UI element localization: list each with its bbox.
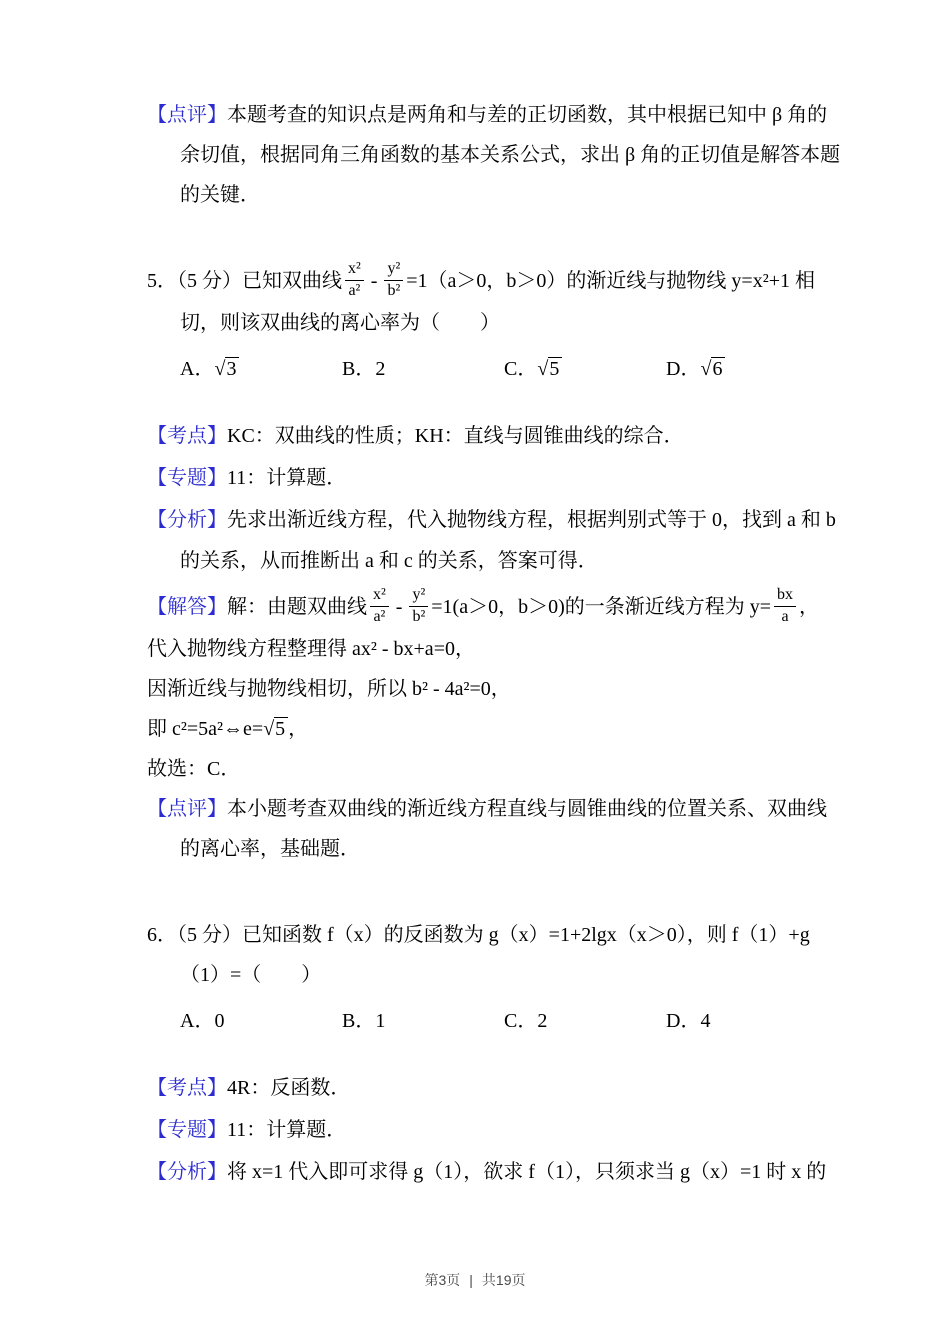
radical-sign: √ bbox=[537, 357, 549, 380]
q5-fenxi-line1 bbox=[147, 499, 836, 541]
text-run: 将 x=1 代入即可求得 g（1），欲求 f（1），只须求当 g（x）=1 时 x 的 bbox=[227, 1160, 827, 1183]
option-label: A． bbox=[180, 357, 215, 380]
sqrt-expression bbox=[214, 349, 239, 389]
q4-comment-line3 bbox=[180, 175, 825, 215]
option-a bbox=[180, 1001, 342, 1041]
text-run: 余切值，根据同角三角函数的基本关系公式，求出 β 角的正切值是解答本题 bbox=[180, 144, 841, 166]
option-d bbox=[666, 349, 725, 389]
fraction-bx-over-a bbox=[774, 585, 796, 627]
q4-comment-block bbox=[147, 95, 841, 215]
kaodian-label: 【考点】 bbox=[147, 424, 227, 447]
option-value: 1 bbox=[375, 1009, 386, 1032]
q5-fenxi-line2 bbox=[180, 541, 825, 581]
fraction-denominator: b² bbox=[412, 608, 426, 626]
sqrt-expression bbox=[700, 349, 725, 389]
fraction-denominator: a² bbox=[373, 608, 386, 626]
radical-sign: √ bbox=[214, 357, 226, 380]
footer-total-pages: 共19页 bbox=[481, 1272, 526, 1288]
sqrt-expression bbox=[263, 709, 288, 749]
option-label: B． bbox=[342, 1009, 376, 1032]
fraction-numerator: y² bbox=[384, 259, 403, 281]
option-d bbox=[666, 1001, 710, 1041]
radicand: 5 bbox=[274, 717, 288, 741]
text-run: ， bbox=[799, 595, 820, 618]
text-run: =1（a＞0，b＞0）的渐近线与抛物线 y=x²+1 相 bbox=[406, 270, 815, 292]
fraction-denominator: a² bbox=[348, 282, 361, 300]
option-value: 0 bbox=[214, 1009, 225, 1032]
option-value: 4 bbox=[700, 1009, 711, 1032]
option-b bbox=[342, 1001, 504, 1041]
option-c bbox=[504, 1001, 666, 1041]
footer-current-page: 第3页 bbox=[424, 1272, 461, 1288]
q6-fenxi-line bbox=[147, 1151, 825, 1193]
footer-separator: | bbox=[469, 1272, 473, 1288]
q6-kaodian-line bbox=[147, 1067, 825, 1109]
kaodian-label: 【考点】 bbox=[147, 1076, 227, 1099]
text-run: 因渐近线与抛物线相切，所以 b² - 4a²=0， bbox=[147, 678, 511, 701]
fraction-x2-over-a2 bbox=[370, 585, 389, 627]
minus-operator: - bbox=[395, 595, 403, 618]
fraction-numerator: y² bbox=[409, 585, 428, 607]
q5-jieda-step1 bbox=[147, 629, 825, 669]
option-label: B． bbox=[342, 357, 376, 380]
q5-jieda-line1 bbox=[147, 587, 825, 629]
option-label: A． bbox=[180, 1009, 215, 1032]
option-label: D． bbox=[666, 357, 701, 380]
q4-comment-line2 bbox=[180, 135, 841, 175]
text-run: =1(a＞0，b＞0)的一条渐近线方程为 y= bbox=[431, 595, 772, 618]
option-c bbox=[504, 349, 666, 389]
fraction-y2-over-b2 bbox=[409, 585, 428, 627]
text-run: 本题考查的知识点是两角和与差的正切函数，其中根据已知中 β 角的 bbox=[227, 104, 828, 126]
text-run: 本小题考查双曲线的渐近线方程直线与圆锥曲线的位置关系、双曲线 bbox=[227, 798, 827, 821]
fenxi-label: 【分析】 bbox=[147, 508, 227, 531]
dianping-label: 【点评】 bbox=[147, 798, 227, 821]
text-run: 解：由题双曲线 bbox=[227, 595, 367, 618]
question-5-options bbox=[180, 347, 825, 388]
zhuanti-label: 【专题】 bbox=[147, 1118, 227, 1141]
text-run: 代入抛物线方程整理得 ax² - bx+a=0， bbox=[147, 638, 475, 661]
dianping-label: 【点评】 bbox=[147, 104, 227, 126]
text-run: 4R：反函数． bbox=[227, 1076, 351, 1099]
question-6-number-and-text: 6．（5 分）已知函数 f（x）的反函数为 g（x）=1+2lgx（x＞0），则 f（1）+g bbox=[147, 924, 810, 947]
question-6-stem-line1 bbox=[147, 915, 825, 955]
question-5-stem-line1 bbox=[147, 261, 825, 303]
fraction-numerator: x² bbox=[345, 259, 364, 281]
fenxi-label: 【分析】 bbox=[147, 1160, 227, 1183]
q5-jieda-step3 bbox=[147, 709, 825, 749]
question-5-stem-line2 bbox=[180, 303, 825, 343]
text-run: 的离心率，基础题． bbox=[180, 838, 360, 861]
q5-answer-line bbox=[147, 749, 825, 789]
option-a bbox=[180, 349, 342, 389]
option-b bbox=[342, 349, 504, 389]
option-value: 2 bbox=[537, 1009, 548, 1032]
text-run: 的关键． bbox=[180, 184, 260, 206]
q4-comment-line1 bbox=[147, 95, 828, 135]
option-label: D． bbox=[666, 1009, 701, 1032]
text-run: ， bbox=[288, 718, 309, 741]
jieda-label: 【解答】 bbox=[147, 595, 227, 618]
question-6-block bbox=[147, 915, 825, 1192]
radicand: 6 bbox=[711, 357, 725, 381]
fraction-denominator: b² bbox=[387, 282, 401, 300]
fraction-numerator: bx bbox=[774, 585, 796, 607]
fraction-numerator: x² bbox=[370, 585, 389, 607]
fraction-denominator: a bbox=[781, 608, 789, 626]
q6-zhuanti-line bbox=[147, 1109, 825, 1151]
text-run: 11：计算题． bbox=[227, 1118, 347, 1141]
text-run: 故选：C． bbox=[147, 758, 241, 781]
option-label: C． bbox=[504, 357, 538, 380]
text-run: 切，则该双曲线的离心率为（ ） bbox=[180, 312, 500, 335]
text-run: 即 c²=5a²⇔e= bbox=[147, 718, 264, 741]
text-run: 11：计算题． bbox=[227, 466, 347, 489]
fraction-y2-over-b2 bbox=[384, 259, 403, 301]
radical-sign: √ bbox=[263, 718, 275, 741]
sqrt-expression bbox=[537, 349, 562, 389]
radical-sign: √ bbox=[700, 357, 712, 380]
text-run: 先求出渐近线方程，代入抛物线方程，根据判别式等于 0，找到 a 和 b bbox=[227, 508, 836, 531]
radicand: 3 bbox=[225, 357, 239, 381]
option-value: 2 bbox=[375, 357, 386, 380]
question-5-block bbox=[147, 260, 836, 869]
q5-dianping-line1 bbox=[147, 789, 825, 829]
minus-operator: - bbox=[370, 270, 378, 292]
question-5-number-and-text: 5．（5 分）已知双曲线 bbox=[147, 270, 342, 292]
text-run: KC：双曲线的性质；KH：直线与圆锥曲线的综合． bbox=[227, 424, 684, 447]
q5-zhuanti-line bbox=[147, 457, 825, 499]
question-6-stem-line2 bbox=[180, 955, 825, 995]
page-footer bbox=[0, 1270, 950, 1290]
text-run: （1）=（ ） bbox=[180, 964, 322, 987]
fraction-x2-over-a2 bbox=[345, 259, 364, 301]
q5-dianping-line2 bbox=[180, 829, 825, 869]
question-6-options bbox=[180, 999, 825, 1040]
zhuanti-label: 【专题】 bbox=[147, 466, 227, 489]
radicand: 5 bbox=[548, 357, 562, 381]
q5-kaodian-line bbox=[147, 415, 825, 457]
text-run: 的关系，从而推断出 a 和 c 的关系，答案可得． bbox=[180, 549, 598, 572]
q5-jieda-step2 bbox=[147, 669, 825, 709]
option-label: C． bbox=[504, 1009, 538, 1032]
